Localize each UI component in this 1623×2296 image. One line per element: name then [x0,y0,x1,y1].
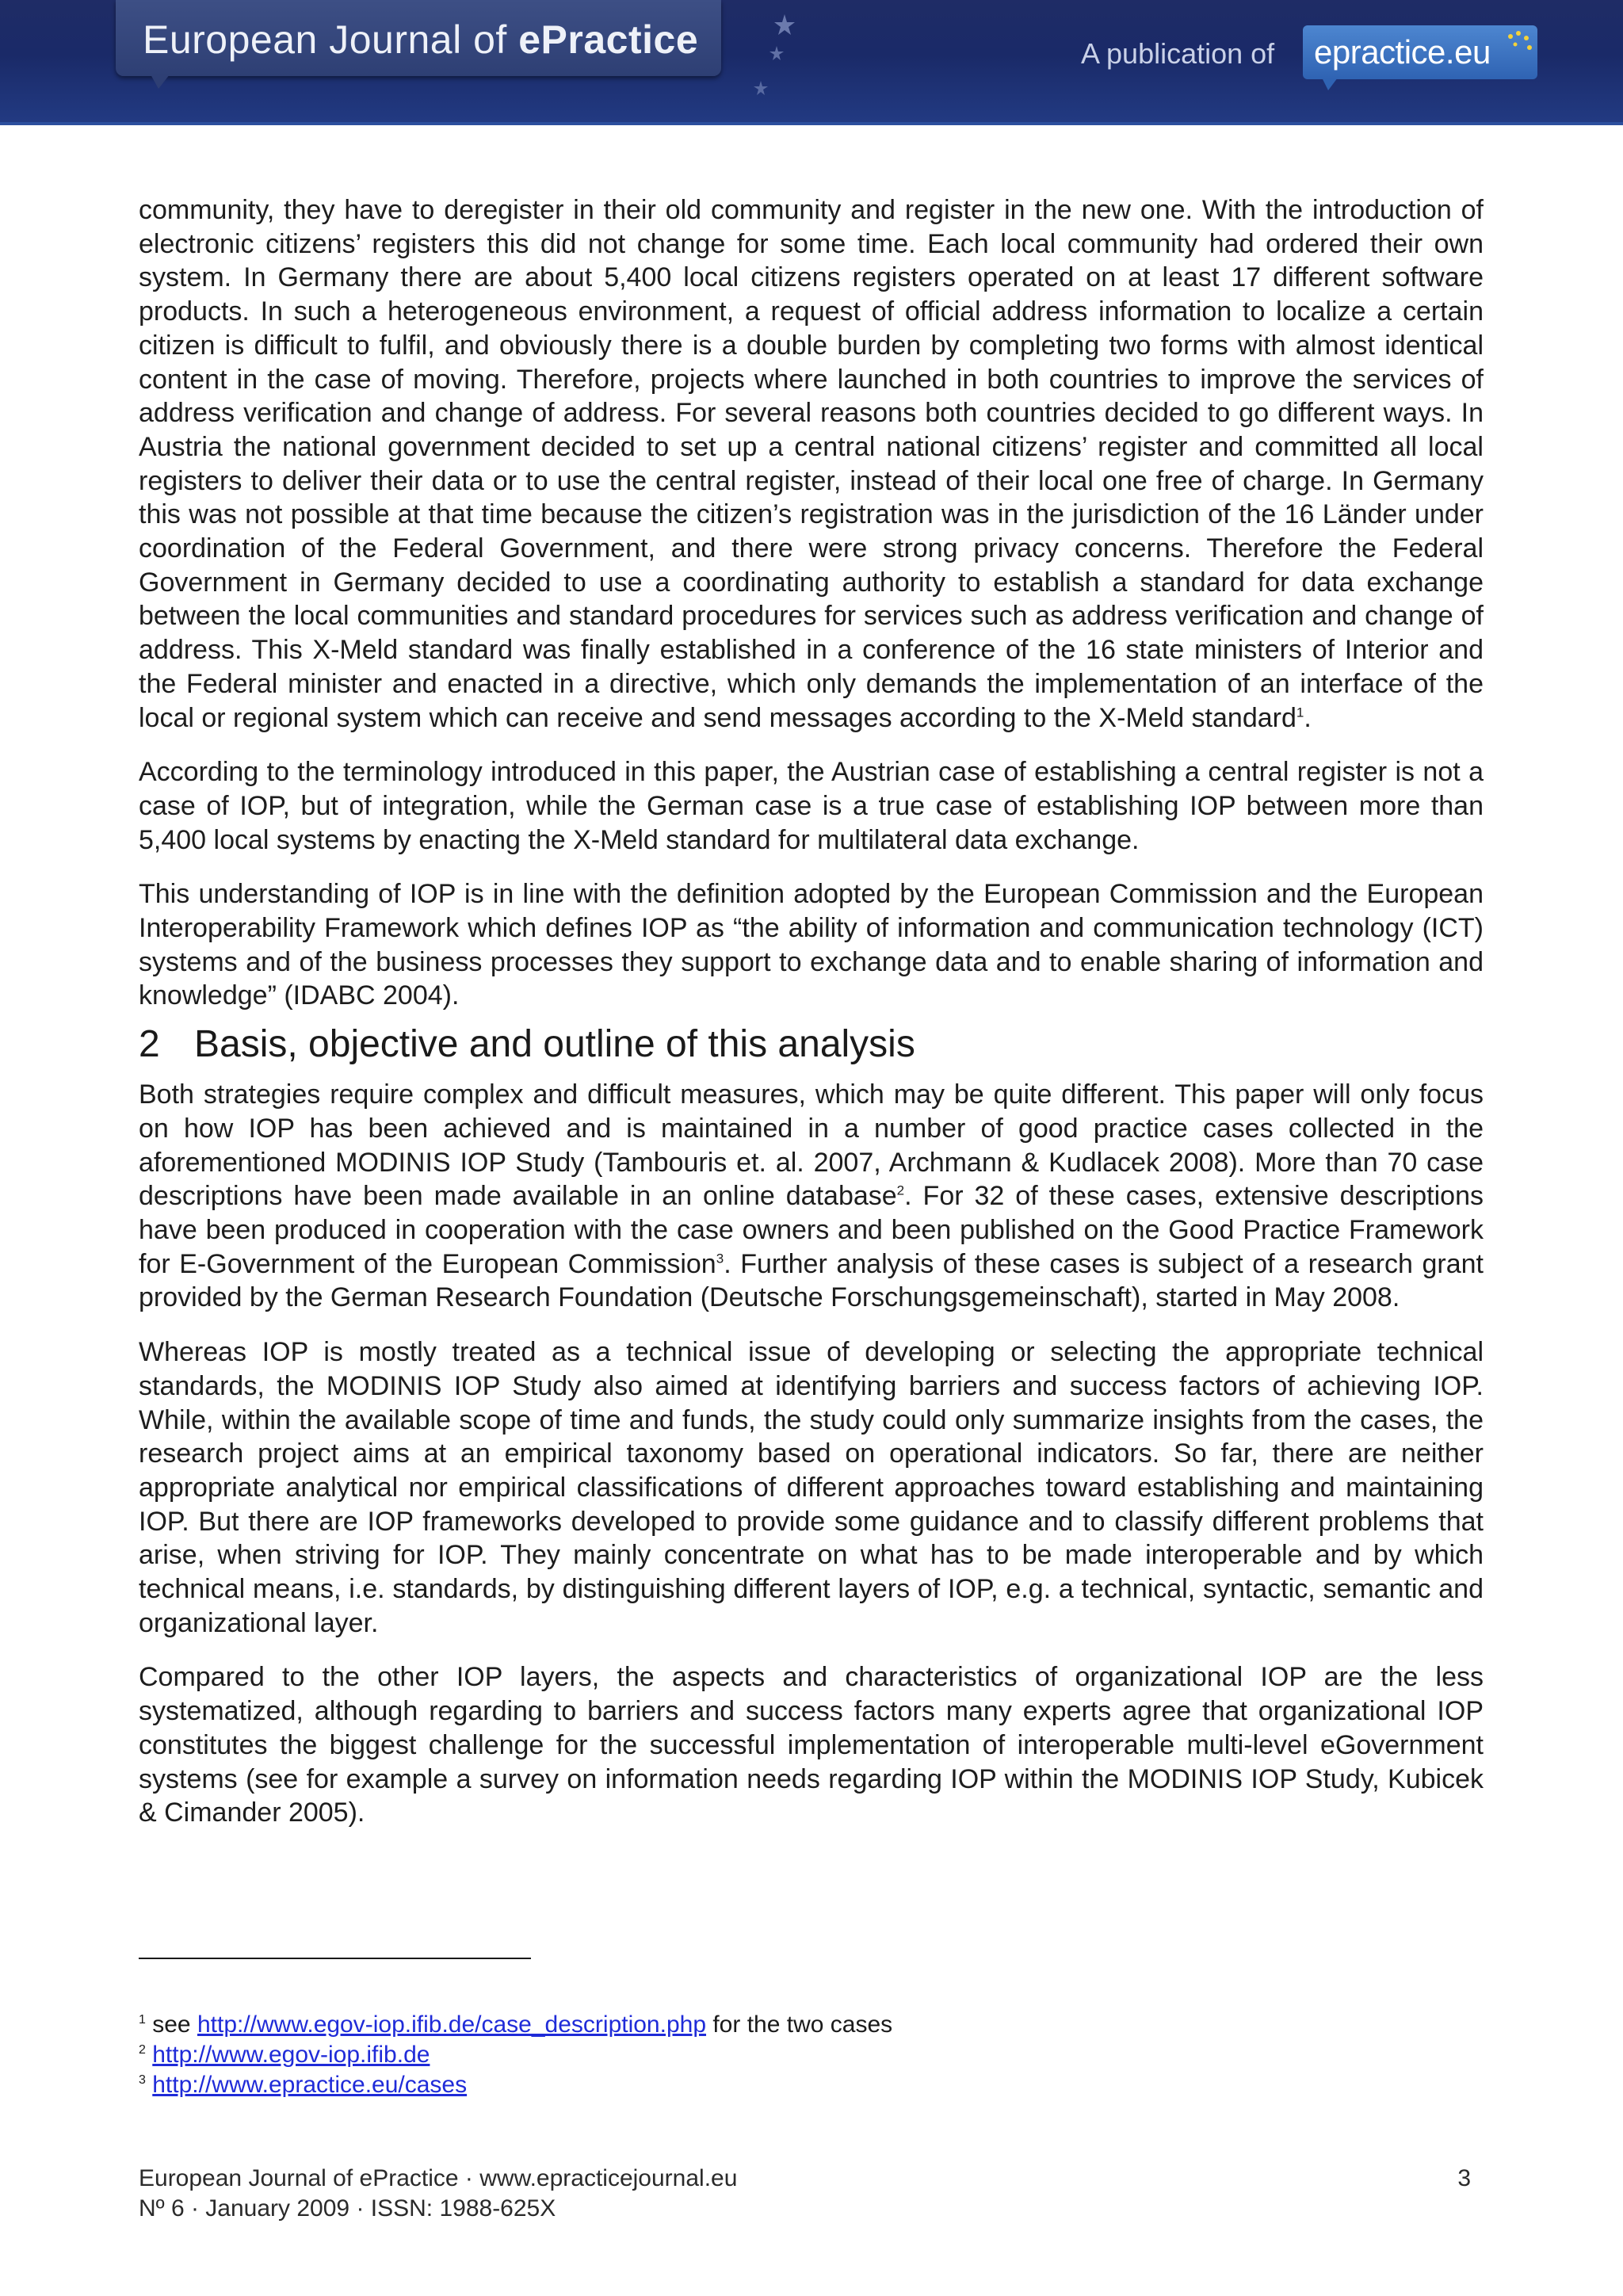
article-body [139,193,1484,1830]
footer-issue-line: Nº 6 · January 2009 · ISSN: 1988-625X [139,2195,556,2222]
footnote-3-number: 3 [139,2073,146,2087]
paragraph-6: Compared to the other IOP layers, the aspects and characteristics of organizational IOP are the less systematized, although regarding to barriers and success factors many experts agree that organizational IOP constitutes the biggest challenge for the successful implementation of interoperable multi-level eGovernment systems (see for example a survey on information needs regarding IOP within the MODINIS IOP Study, Kubicek & Cimander 2005). [139,1662,1484,1828]
footnote-3 [139,2070,1407,2100]
page-number: 3 [1457,2165,1471,2191]
footnote-2-link[interactable]: http://www.egov-iop.ifib.de [152,2042,430,2068]
paragraph-1-text: community, they have to deregister in their old community and register in the new one. With the introduction of electronic citizens’ registers this did not change for some time. Each local community had ordered their own system. In Germany there are about 5,400 local citizens registers operated on at least 17 different software products. In such a heterogeneous environment, a request of official address information to localize a certain citizen is difficult to fulfil, and obviously there is a double burden by completing two forms with almost identical content in the case of moving. Therefore, projects where launched in both countries to improve the services of address verification and change of address. For several reasons both countries decided to go different ways. In Austria the national government decided to set up a central national citizens’ register and committed all local registers to deliver their data or to use the central register, instead of their local one free of charge. In Germany this was not possible at that time because the citizen’s registration was in the jurisdiction of the 16 Länder under coordination of the Federal Government, and there were strong privacy concerns. Therefore the Federal Government in Germany decided to use a coordinating authority to establish a standard for data exchange between the local communities and standard procedures for services such as address verification and change of address. This X-Meld standard was finally established in a conference of the 16 state ministers of Interior and the Federal minister and enacted in a directive, which only demands the implementation of an interface of the local or regional system which can receive and send messages according to the X-Meld standard [139,195,1484,733]
paragraph-3: This understanding of IOP is in line with the definition adopted by the European Commission and the European Interoperability Framework which defines IOP as “the ability of information and communication technology (ICT) systems and of the business processes they support to exchange data and to enable sharing of information and knowledge” (IDABC 2004). [139,879,1484,1011]
journal-title [143,16,698,63]
epractice-logo-text [1314,32,1491,73]
footnote-ref-3[interactable]: 3 [716,1251,724,1266]
paragraph-4 [139,1078,1484,1315]
footnote-1-link[interactable]: http://www.egov-iop.ifib.de/case_description.php [197,2011,707,2038]
journal-title-prefix: European Journal of [143,17,507,62]
paragraph-4-text-b: . For 32 of these cases, extensive descriptions have been produced in cooperation with the case owners and been published on the Good Practice Framework for E-Government of the European Commission [139,1181,1484,1279]
section-heading [139,1022,1484,1067]
footnote-2-number: 2 [139,2043,146,2057]
paragraph-1-end: . [1304,702,1312,733]
journal-banner [0,0,1623,125]
footnote-1 [139,2010,1407,2040]
publication-label: A publication of [1081,37,1275,70]
footnote-ref-2[interactable]: 2 [896,1182,905,1198]
section-number: 2 [139,1023,160,1066]
paragraph-4-text-c: . Further analysis of these cases is subject of a research grant provided by the German Research Foundation (Deutsche Forschungsgemeinschaft), started in May 2008. [139,1248,1484,1313]
logo-main: epractice [1314,33,1445,71]
section-title: Basis, objective and outline of this analysis [194,1023,915,1066]
stars-icon [737,8,808,103]
journal-title-name: ePractice [518,17,699,62]
page-footer [139,2164,1484,2235]
eu-stars-icon [1504,29,1536,60]
footnote-divider [139,1958,531,1959]
paragraph-1 [139,193,1484,735]
footnote-2 [139,2040,1407,2070]
footnote-1-prefix: see [152,2011,197,2038]
logo-suffix: .eu [1445,33,1491,71]
footnote-1-number: 1 [139,2013,146,2027]
footnotes [139,2010,1407,2100]
title-box-tail [151,74,170,89]
footer-journal-line: European Journal of ePractice · www.epracticejournal.eu [139,2165,738,2191]
logo-tail [1322,78,1338,90]
paragraph-4-text-a: Both strategies require complex and difficult measures, which may be quite different. This paper will only focus on how IOP has been achieved and is maintained in a number of good practice cases collected in the aforementioned MODINIS IOP Study (Tambouris et. al. 2007, Archmann & Kudlacek 2008). More than 70 case descriptions have been made available in an online database [139,1079,1484,1212]
footnote-1-suffix: for the two cases [706,2011,893,2038]
footnote-ref-1[interactable]: 1 [1296,705,1304,720]
footnote-3-link[interactable]: http://www.epractice.eu/cases [152,2072,468,2098]
paragraph-2: According to the terminology introduced in this paper, the Austrian case of establishing a central register is not a case of IOP, but of integration, while the German case is a true case of establishing IOP between more than 5,400 local systems by enacting the X-Meld standard for multilateral data exchange. [139,757,1484,855]
paragraph-5: Whereas IOP is mostly treated as a technical issue of developing or selecting the appropriate technical standards, the MODINIS IOP Study also aimed at identifying barriers and success factors of achieving IOP. While, within the available scope of time and funds, the study could only summarize insights from the cases, the research project aims at an empirical taxonomy based on operational indicators. So far, there are neither appropriate analytical nor empirical classifications of different approaches toward establishing and maintaining IOP. But there are IOP frameworks developed to provide some guidance and to classify different problems that arise, when striving for IOP. They mainly concentrate on what has to be made interoperable and by which technical means, i.e. standards, by distinguishing different layers of IOP, e.g. a technical, syntactic, semantic and organizational layer. [139,1337,1484,1638]
